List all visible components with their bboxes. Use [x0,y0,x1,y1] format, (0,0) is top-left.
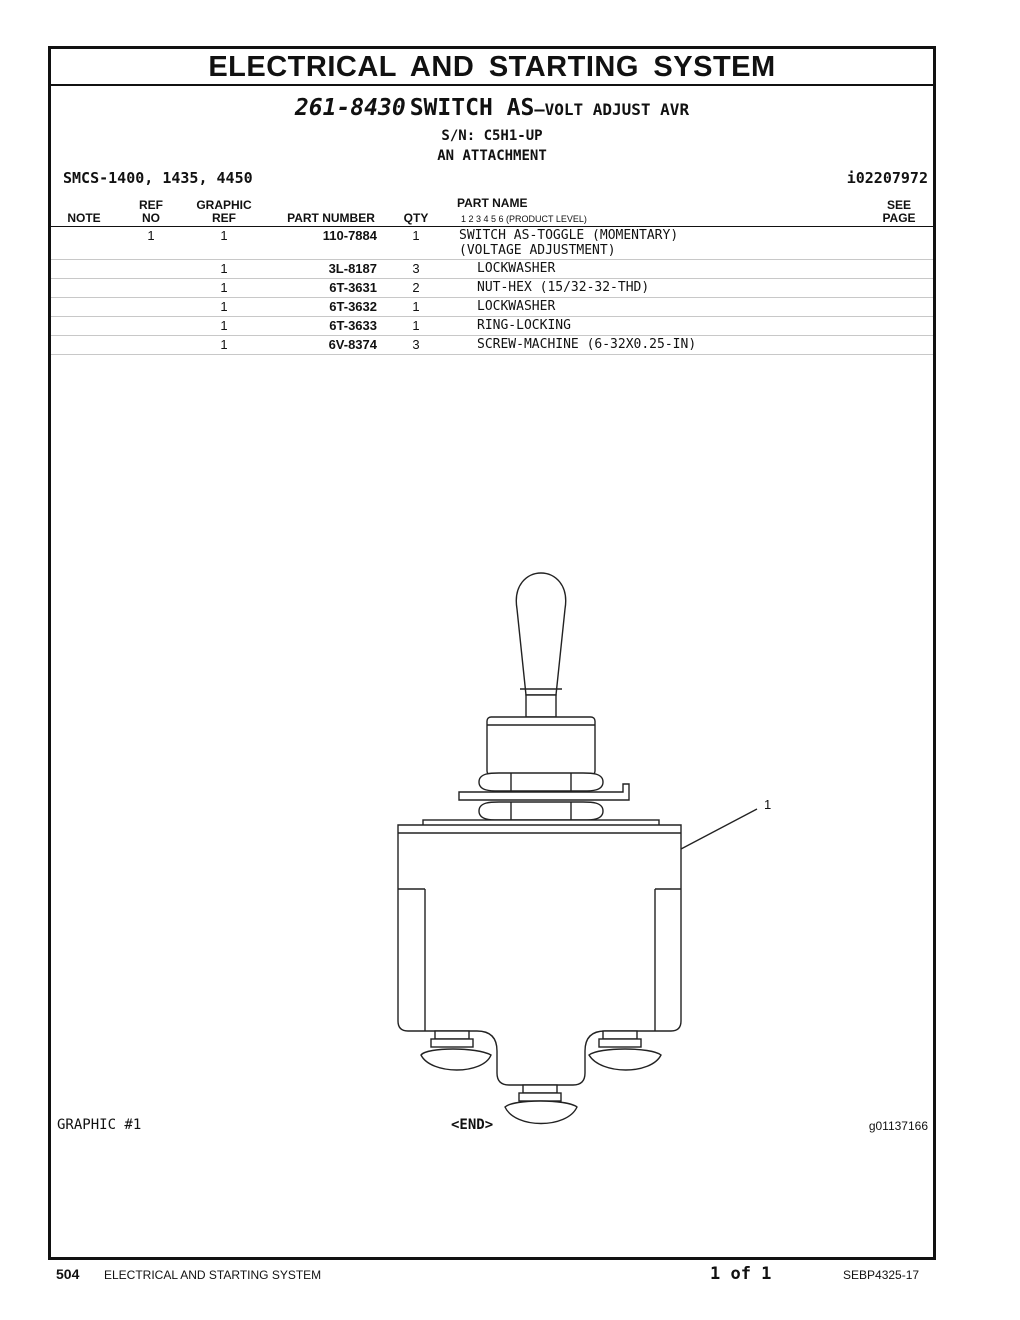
document-title: ELECTRICAL AND STARTING SYSTEM [208,51,776,83]
part-name: LOCKWASHER [477,261,556,276]
part-number: 3L-8187 [328,261,377,276]
part-name-continued: (VOLTAGE ADJUSTMENT) [459,243,616,258]
table-row [51,336,933,355]
quantity: 2 [412,280,420,295]
serial-number: S/N: C5H1-UP [441,128,543,144]
graphic-ref: 1 [220,318,228,333]
header-see-bottom: PAGE [882,211,916,225]
quantity: 1 [412,228,420,243]
header-qty: QTY [403,211,429,225]
quantity: 1 [412,299,420,314]
header-note: NOTE [67,211,101,225]
page-number: 504 [56,1266,80,1282]
right-terminal-screw [589,1031,661,1070]
footer-section-title: ELECTRICAL AND STARTING SYSTEM [104,1268,322,1282]
header-ref-bottom: NO [142,211,160,225]
graphic-label: GRAPHIC #1 [57,1117,142,1133]
page-frame [48,46,936,1260]
header-graphic-bottom: REF [212,211,236,225]
part-number: 6T-3633 [329,318,377,333]
ref-no: 1 [147,228,155,243]
quantity: 1 [412,318,420,333]
part-id: 261-8430 [294,95,406,121]
part-number: 6V-8374 [328,337,377,352]
quantity: 3 [412,261,420,276]
page-count: 1 of 1 [710,1264,772,1284]
callout-leader [681,809,757,849]
end-marker: <END> [451,1117,494,1133]
part-name: RING-LOCKING [477,318,571,333]
header-part-name: PART NAME [457,196,528,210]
toggle-switch-drawing [341,509,781,1129]
part-description: VOLT ADJUST AVR [544,100,690,119]
lever-stem [526,695,556,717]
graphic-id: g01137166 [868,1119,928,1133]
part-dash: — [534,100,545,120]
part-number: 6T-3631 [329,280,377,295]
document-id: i02207972 [846,169,928,187]
table-row [51,279,933,298]
header-graphic-top: GRAPHIC [196,198,252,212]
table-row [51,298,933,317]
graphic-ref: 1 [220,337,228,352]
part-name: LOCKWASHER [477,299,556,314]
header-see-top: SEE [886,198,911,212]
callout-number: 1 [764,797,772,812]
part-number: 6T-3632 [329,299,377,314]
publication-id: SEBP4325-17 [843,1268,920,1282]
parts-table [51,194,933,355]
graphic-ref: 1 [220,299,228,314]
page-footer [0,1264,1020,1294]
toggle-lever [516,573,565,695]
upper-hex-nut [479,773,603,791]
graphic-ref: 1 [220,228,228,243]
part-name: SCREW-MACHINE (6-32X0.25-IN) [477,337,697,352]
table-row [51,317,933,336]
header-product-levels: 1 2 3 4 5 6 (PRODUCT LEVEL) [461,214,587,224]
part-main-name: SWITCH AS [409,95,535,121]
left-terminal-screw [421,1031,491,1070]
table-header [51,194,933,227]
center-terminal-screw [505,1085,577,1124]
part-heading [51,93,933,166]
header-ref-top: REF [139,198,163,212]
table-row [51,260,933,279]
graphic-ref: 1 [220,261,228,276]
attachment-label: AN ATTACHMENT [437,148,547,164]
lower-hex-nut [479,802,603,820]
quantity: 3 [412,337,420,352]
table-row [51,227,933,260]
header-part-number: PART NUMBER [287,211,375,225]
graphic-ref: 1 [220,280,228,295]
part-name: NUT-HEX (15/32-32-THD) [477,280,650,295]
part-name: SWITCH AS-TOGGLE (MOMENTARY) [459,228,679,243]
part-number: 110-7884 [322,228,377,243]
title-bar [51,49,933,86]
smcs-codes: SMCS-1400, 1435, 4450 [63,169,253,187]
